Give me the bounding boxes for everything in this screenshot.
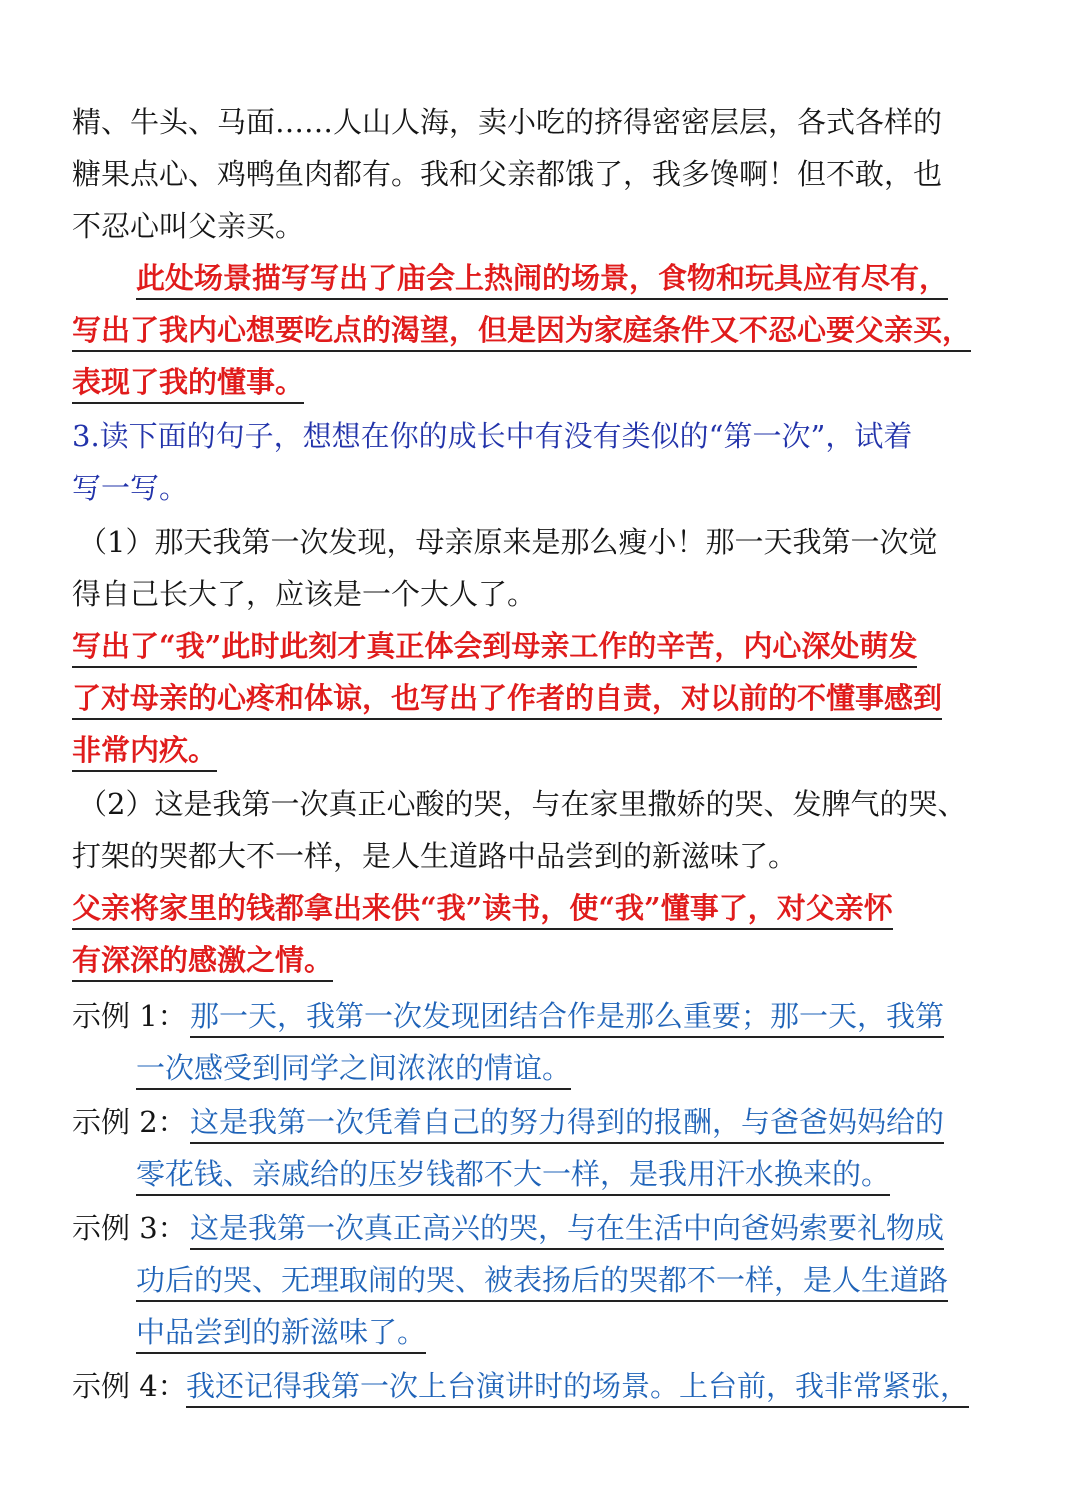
example-text-line: 一次感受到同学之间浓浓的情谊。 (136, 1048, 571, 1090)
example-text-line: 中品尝到的新滋味了。 (136, 1312, 426, 1354)
question-heading-line: 写一写。 (72, 471, 189, 505)
example-label: 示例 4： (72, 1369, 187, 1403)
body-text-line: 糖果点心、鸡鸭鱼肉都有。我和父亲都饿了，我多馋啊！但不敢，也 (72, 157, 943, 191)
example-label: 示例 2： (72, 1105, 187, 1139)
analysis-text-line: 写出了我内心想要吃点的渴望，但是因为家庭条件又不忍心要父亲买， (72, 310, 971, 352)
quoted-sentence-line: （1）那天我第一次发现，母亲原来是那么瘦小！那一天我第一次觉 (78, 525, 938, 559)
answer-text-line: 父亲将家里的钱都拿出来供“我”读书，使“我”懂事了，对父亲怀 (72, 888, 893, 930)
example-label: 示例 3： (72, 1211, 187, 1245)
example-text-line: 我还记得我第一次上台演讲时的场景。上台前，我非常紧张， (186, 1366, 969, 1408)
quoted-sentence-line: 得自己长大了，应该是一个大人了。 (72, 577, 537, 611)
example-text-line: 零花钱、亲戚给的压岁钱都不大一样，是我用汗水换来的。 (136, 1154, 890, 1196)
example-label: 示例 1： (72, 999, 187, 1033)
answer-text-line: 了对母亲的心疼和体谅，也写出了作者的自责，对以前的不懂事感到 (72, 678, 942, 720)
analysis-text-line: 此处场景描写写出了庙会上热闹的场景，食物和玩具应有尽有， (136, 258, 948, 300)
example-text-line: 这是我第一次真正高兴的哭，与在生活中向爸妈索要礼物成 (190, 1208, 944, 1250)
example-text-line: 功后的哭、无理取闹的哭、被表扬后的哭都不一样，是人生道路 (136, 1260, 948, 1302)
body-text-line: 精、牛头、马面……人山人海，卖小吃的挤得密密层层，各式各样的 (72, 105, 943, 139)
quoted-sentence-line: （2）这是我第一次真正心酸的哭，与在家里撒娇的哭、发脾气的哭、 (78, 787, 967, 821)
example-text-line: 这是我第一次凭着自己的努力得到的报酬，与爸爸妈妈给的 (190, 1102, 944, 1144)
body-text-line: 不忍心叫父亲买。 (72, 209, 305, 243)
answer-text-line: 非常内疚。 (72, 730, 217, 772)
example-text-line: 那一天，我第一次发现团结合作是那么重要；那一天，我第 (190, 996, 944, 1038)
question-heading-line: 3.读下面的句子，想想在你的成长中有没有类似的“第一次”，试着 (72, 419, 913, 453)
analysis-text-line: 表现了我的懂事。 (72, 362, 304, 404)
answer-text-line: 有深深的感激之情。 (72, 940, 333, 982)
quoted-sentence-line: 打架的哭都大不一样，是人生道路中品尝到的新滋味了。 (72, 839, 798, 873)
answer-text-line: 写出了“我”此时此刻才真正体会到母亲工作的辛苦，内心深处萌发 (72, 626, 917, 668)
